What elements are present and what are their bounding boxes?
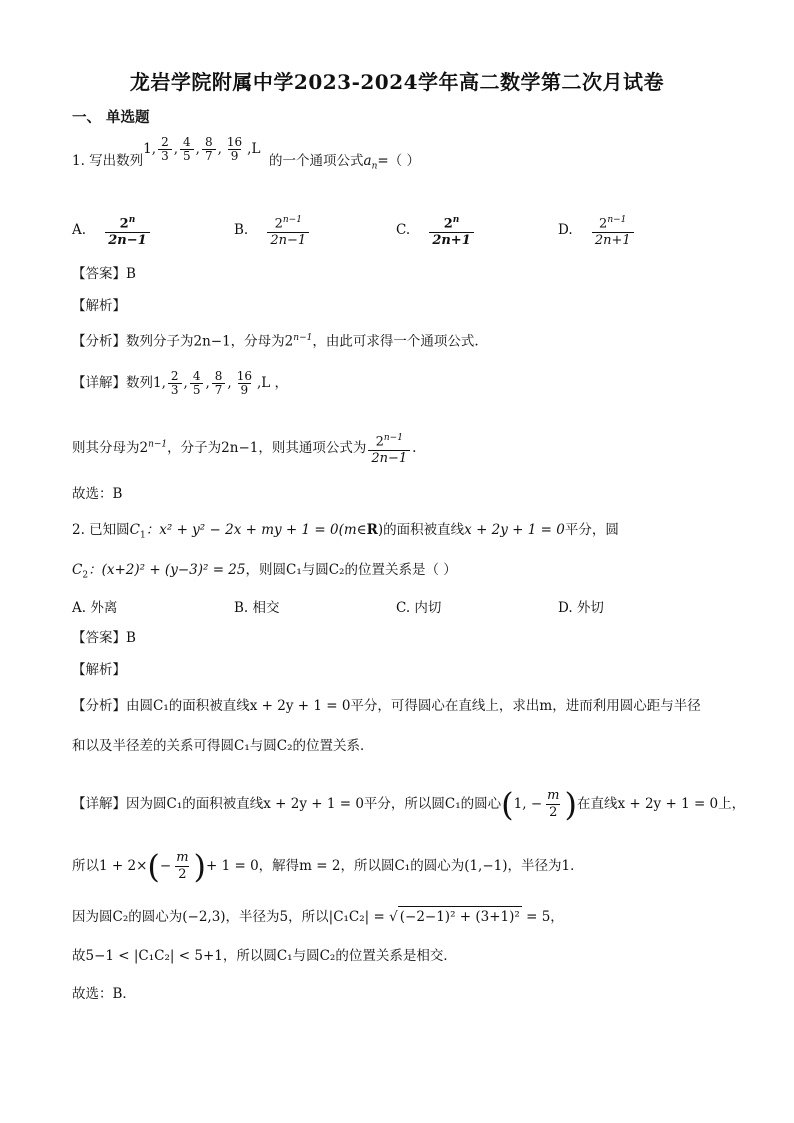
q1-option-b[interactable] xyxy=(234,212,311,249)
q1-answer: 【答案】B xyxy=(72,266,136,282)
q2-fenxi-2: 和以及半径差的关系可得圆C₁与圆C₂的位置关系． xyxy=(72,738,374,754)
seq-frac: $\frac{4}{5}$ xyxy=(190,370,204,397)
formula-frac: $\frac{m}{2}$ xyxy=(176,850,189,882)
q1-option-a[interactable] xyxy=(72,212,152,249)
option-label: D. xyxy=(558,222,573,239)
q1-option-d[interactable] xyxy=(558,212,636,249)
q1-then: 则其分母为$2^{n-1}$，分子为2n−1，则其通项公式为 $\frac{2^{n-1}}{2n-1}$ . xyxy=(72,430,416,467)
q2-solve: 所以1 + 2×(− $\frac{m}{2}$ )+ 1 = 0，解得m = 2，所以圆C₁的圆心为(1,−1)，半径为1． xyxy=(72,847,584,886)
q2-option-c[interactable]: C. 内切 xyxy=(396,600,442,616)
option-label: B. xyxy=(234,222,249,239)
option-label: A. xyxy=(72,222,87,239)
q1-fenxi: 【分析】数列分子为2n−1，分母为$2^{n-1}$，由此可求得一个通项公式. xyxy=(72,333,479,350)
q2-option-b[interactable]: B. 相交 xyxy=(234,600,280,616)
option-frac: $\frac{2^{n-1}}{2n-1}$ xyxy=(267,212,309,249)
q1-stem xyxy=(72,135,420,177)
q2-choose: 故选：B． xyxy=(72,986,136,1002)
an-sub: n xyxy=(371,161,378,172)
q2-analysis-head: 【解析】 xyxy=(72,662,126,678)
q1-analysis-head: 【解析】 xyxy=(72,298,126,314)
seq-tail: ,L xyxy=(247,141,261,157)
q2-conclusion: 故5−1 < |C₁C₂| < 5+1，所以圆C₁与圆C₂的位置关系是相交． xyxy=(72,948,457,964)
seq-first: 1, xyxy=(143,141,157,157)
q1-option-c[interactable] xyxy=(396,212,476,249)
q1-stem-post: 的一个通项公式 xyxy=(269,153,364,169)
seq-frac: $\frac{8}{7}$ xyxy=(202,136,216,163)
an-symbol: a xyxy=(363,153,372,169)
q2-option-a[interactable]: A. 外离 xyxy=(72,600,118,616)
q2-stem-line2: $C_2$：(x+2)² + (y−3)² = 25，则圆C₁与圆C₂的位置关系是（ ） xyxy=(72,562,457,581)
option-frac: $\frac{2^n}{2n-1}$ xyxy=(105,212,149,249)
q2-fenxi-1: 【分析】由圆C₁的面积被直线x + 2y + 1 = 0平分，可得圆心在直线上，求出m，进而利用圆心距与半径 xyxy=(72,698,701,714)
option-frac: $\frac{2^{n-1}}{2n+1}$ xyxy=(592,212,634,249)
seq-frac: $\frac{8}{7}$ xyxy=(212,370,226,397)
option-frac: $\frac{2^n}{2n+1}$ xyxy=(429,212,473,249)
section-heading: 一、 单选题 xyxy=(72,109,150,126)
q2-xiangjie: 【详解】因为圆C₁的面积被直线x + 2y + 1 = 0平分，所以圆C₁的圆心(1, − $\frac{m}{2}$ )在直线x + 2y + 1 = 0上， xyxy=(72,785,746,824)
formula-frac: $\frac{2^{n-1}}{2n-1}$ xyxy=(368,430,410,467)
q2-stem-line1: 2. 已知圆$C_1$：x² + y² − 2x + my + 1 = 0(m∈R)的面积被直线x + 2y + 1 = 0平分，圆 xyxy=(72,522,619,541)
q1-choose: 故选：B xyxy=(72,486,123,502)
page-title: 龙岩学院附属中学2023-2024学年高二数学第二次月试卷 xyxy=(129,70,665,94)
seq-frac: $\frac{16}{9}$ xyxy=(236,369,252,397)
q1-stem-pre: 1. 写出数列 xyxy=(72,153,144,169)
formula-frac: $\frac{m}{2}$ xyxy=(547,788,560,820)
seq-frac: $\frac{2}{3}$ xyxy=(158,136,172,163)
q2-answer: 【答案】B xyxy=(72,630,136,646)
option-label: C. xyxy=(396,222,411,239)
q1-sequence: 1, $\frac{2}{3}$ , $\frac{4}{5}$ , $\frac{8}{7}$ , $\frac{16}{9}$ ,L xyxy=(143,135,261,163)
q2-distance: 因为圆C₂的圆心为(−2,3)，半径为5，所以|C₁C₂| = √ (−2−1)² + (3+1)² = 5， xyxy=(72,906,564,927)
seq-frac: $\frac{16}{9}$ xyxy=(226,135,243,163)
q2-option-d[interactable]: D. 外切 xyxy=(558,600,604,616)
q1-xiangjie: 【详解】数列1, $\frac{2}{3}$ , $\frac{4}{5}$ , $\frac{8}{7}$ , $\frac{16}{9}$ ,L ， xyxy=(72,369,289,397)
q1-stem-end: =（ ） xyxy=(377,153,420,169)
seq-frac: $\frac{4}{5}$ xyxy=(180,136,194,163)
sqrt-radicand: (−2−1)² + (3+1)² xyxy=(398,906,522,927)
seq-frac: $\frac{2}{3}$ xyxy=(168,370,182,397)
